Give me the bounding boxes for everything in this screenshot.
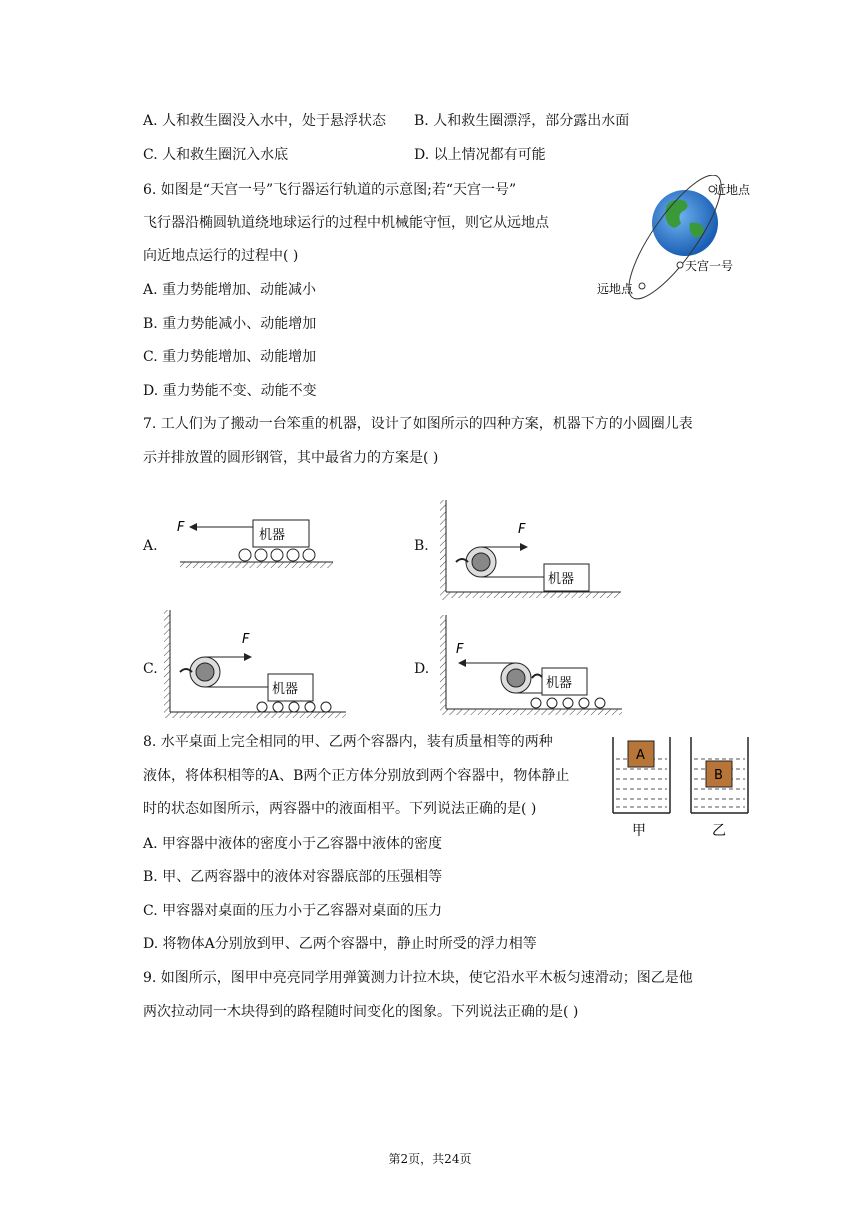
q9-stem-line2: 两次拉动同一木块得到的路程随时间变化的图象。下列说法正确的是( ) xyxy=(143,1004,579,1020)
containers-diagram xyxy=(608,735,758,840)
q6-stem-line3: 向近地点运行的过程中( ) xyxy=(143,248,299,264)
q7-label-d: D. xyxy=(414,661,430,677)
q8-option-c: C. 甲容器对桌面的压力小于乙容器对桌面的压力 xyxy=(143,903,443,919)
apogee-point xyxy=(639,283,645,289)
q6-option-c: C. 重力势能增加、动能增加 xyxy=(143,349,317,365)
craft-label: 天宫一号 xyxy=(685,259,734,273)
orbit-diagram xyxy=(595,175,760,305)
q7-label-b: B. xyxy=(414,538,429,554)
container-jia xyxy=(613,737,670,813)
q5-option-b: B. 人和救生圈漂浮，部分露出水面 xyxy=(414,113,630,129)
label-yi: 乙 xyxy=(712,823,726,839)
q7-label-a: A. xyxy=(143,538,158,554)
q8-option-b: B. 甲、乙两容器中的液体对容器底部的压强相等 xyxy=(143,869,443,885)
svg-text:B: B xyxy=(714,768,723,783)
q6-option-b: B. 重力势能减小、动能增加 xyxy=(143,316,317,332)
svg-text:机器: 机器 xyxy=(546,676,573,691)
label-jia: 甲 xyxy=(632,823,646,839)
q7-scheme-c xyxy=(160,610,350,722)
q8-stem-line2: 液体，将体积相等的A、B两个正方体分别放到两个容器中，物体静止 xyxy=(143,768,570,784)
q5-option-a: A. 人和救生圈没入水中，处于悬浮状态 xyxy=(143,113,387,129)
q7-scheme-a xyxy=(175,515,335,575)
spacecraft-icon xyxy=(677,262,683,268)
q7-stem-line2: 示并排放置的圆形钢管，其中最省力的方案是( ) xyxy=(143,450,439,466)
svg-text:机器: 机器 xyxy=(259,528,286,543)
q7-scheme-d xyxy=(436,615,626,720)
q7-stem-line1: 7. 工人们为了搬动一台笨重的机器，设计了如图所示的四种方案，机器下方的小圆圈儿表 xyxy=(143,416,693,432)
svg-text:A: A xyxy=(636,748,645,763)
q6-stem-line2: 飞行器沿椭圆轨道绕地球运行的过程中机械能守恒，则它从远地点 xyxy=(143,215,549,231)
perigee-label: 近地点 xyxy=(714,183,751,197)
svg-text:F: F xyxy=(518,522,526,537)
svg-text:F: F xyxy=(177,520,185,535)
q6-option-a: A. 重力势能增加、动能减小 xyxy=(143,282,317,298)
q8-stem-line3: 时的状态如图所示，两容器中的液面相平。下列说法正确的是( ) xyxy=(143,801,537,817)
q5-option-c: C. 人和救生圈沉入水底 xyxy=(143,147,289,163)
earth-icon xyxy=(652,190,718,256)
q8-stem-line1: 8. 水平桌面上完全相同的甲、乙两个容器内，装有质量相等的两种 xyxy=(143,734,553,750)
svg-text:机器: 机器 xyxy=(548,572,575,587)
q6-option-d: D. 重力势能不变、动能不变 xyxy=(143,383,317,399)
page-footer: 第2页，共24页 xyxy=(388,1152,472,1166)
arrow-left-icon xyxy=(189,523,197,531)
q9-stem-line1: 9. 如图所示，图甲中亮亮同学用弹簧测力计拉木块，使它沿水平木板匀速滑动；图乙是他 xyxy=(143,970,693,986)
svg-text:F: F xyxy=(456,642,464,657)
svg-text:机器: 机器 xyxy=(272,682,299,697)
q7-label-c: C. xyxy=(143,661,158,677)
svg-text:F: F xyxy=(242,632,250,647)
q8-option-d: D. 将物体A分别放到甲、乙两个容器中，静止时所受的浮力相等 xyxy=(143,936,537,952)
q5-option-d: D. 以上情况都有可能 xyxy=(414,147,546,163)
container-yi xyxy=(691,737,748,813)
q7-scheme-b xyxy=(436,500,626,605)
apogee-label: 远地点 xyxy=(597,282,634,296)
q8-option-a: A. 甲容器中液体的密度小于乙容器中液体的密度 xyxy=(143,836,443,852)
q6-stem-line1: 6. 如图是“天宫一号”飞行器运行轨道的示意图;若“天宫一号” xyxy=(143,182,517,198)
